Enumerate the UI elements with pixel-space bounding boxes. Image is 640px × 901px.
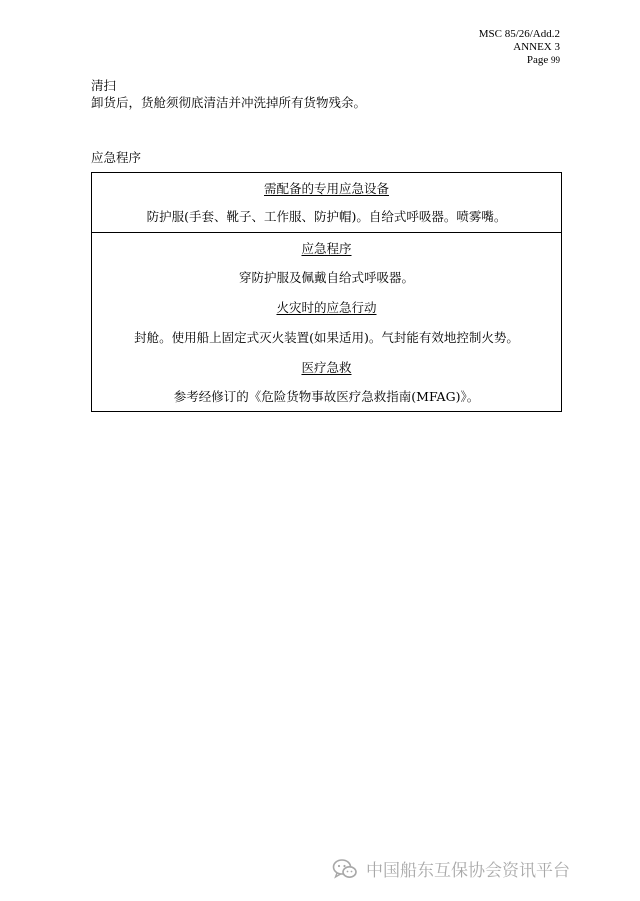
procedures-text: 穿防护服及佩戴自给式呼吸器。 (238, 270, 414, 285)
page-indicator (479, 54, 560, 67)
equipment-heading: 需配备的专用应急设备 (263, 181, 389, 196)
document-header (479, 28, 560, 67)
fire-text: 封舱。使用船上固定式灭火装置(如果适用)。气封能有效地控制火势。 (134, 330, 519, 345)
emergency-section-title: 应急程序 (91, 150, 142, 165)
cleaning-body: 卸货后，货舱须彻底清洁并冲洗掉所有货物残余。 (91, 95, 367, 110)
watermark (332, 856, 570, 881)
cleaning-title: 清扫 (91, 78, 117, 93)
wechat-icon (332, 858, 358, 880)
medical-heading: 医疗急救 (301, 360, 352, 375)
medical-text: 参考经修订的《危险货物事故医疗急救指南(MFAG)》。 (173, 389, 480, 404)
watermark-text: 中国船东互保协会资讯平台 (366, 861, 570, 881)
emergency-table (91, 172, 562, 412)
procedures-heading: 应急程序 (301, 241, 352, 256)
doc-reference: MSC 85/26/Add.2 (478, 28, 560, 40)
page-label: Page (526, 54, 549, 66)
page-number: 99 (551, 55, 560, 65)
equipment-cell (92, 173, 561, 233)
annex-label: ANNEX 3 (513, 41, 560, 53)
equipment-text: 防护服(手套、靴子、工作服、防护帽)。自给式呼吸器。喷雾嘴。 (146, 209, 507, 224)
fire-heading: 火灾时的应急行动 (276, 300, 377, 315)
